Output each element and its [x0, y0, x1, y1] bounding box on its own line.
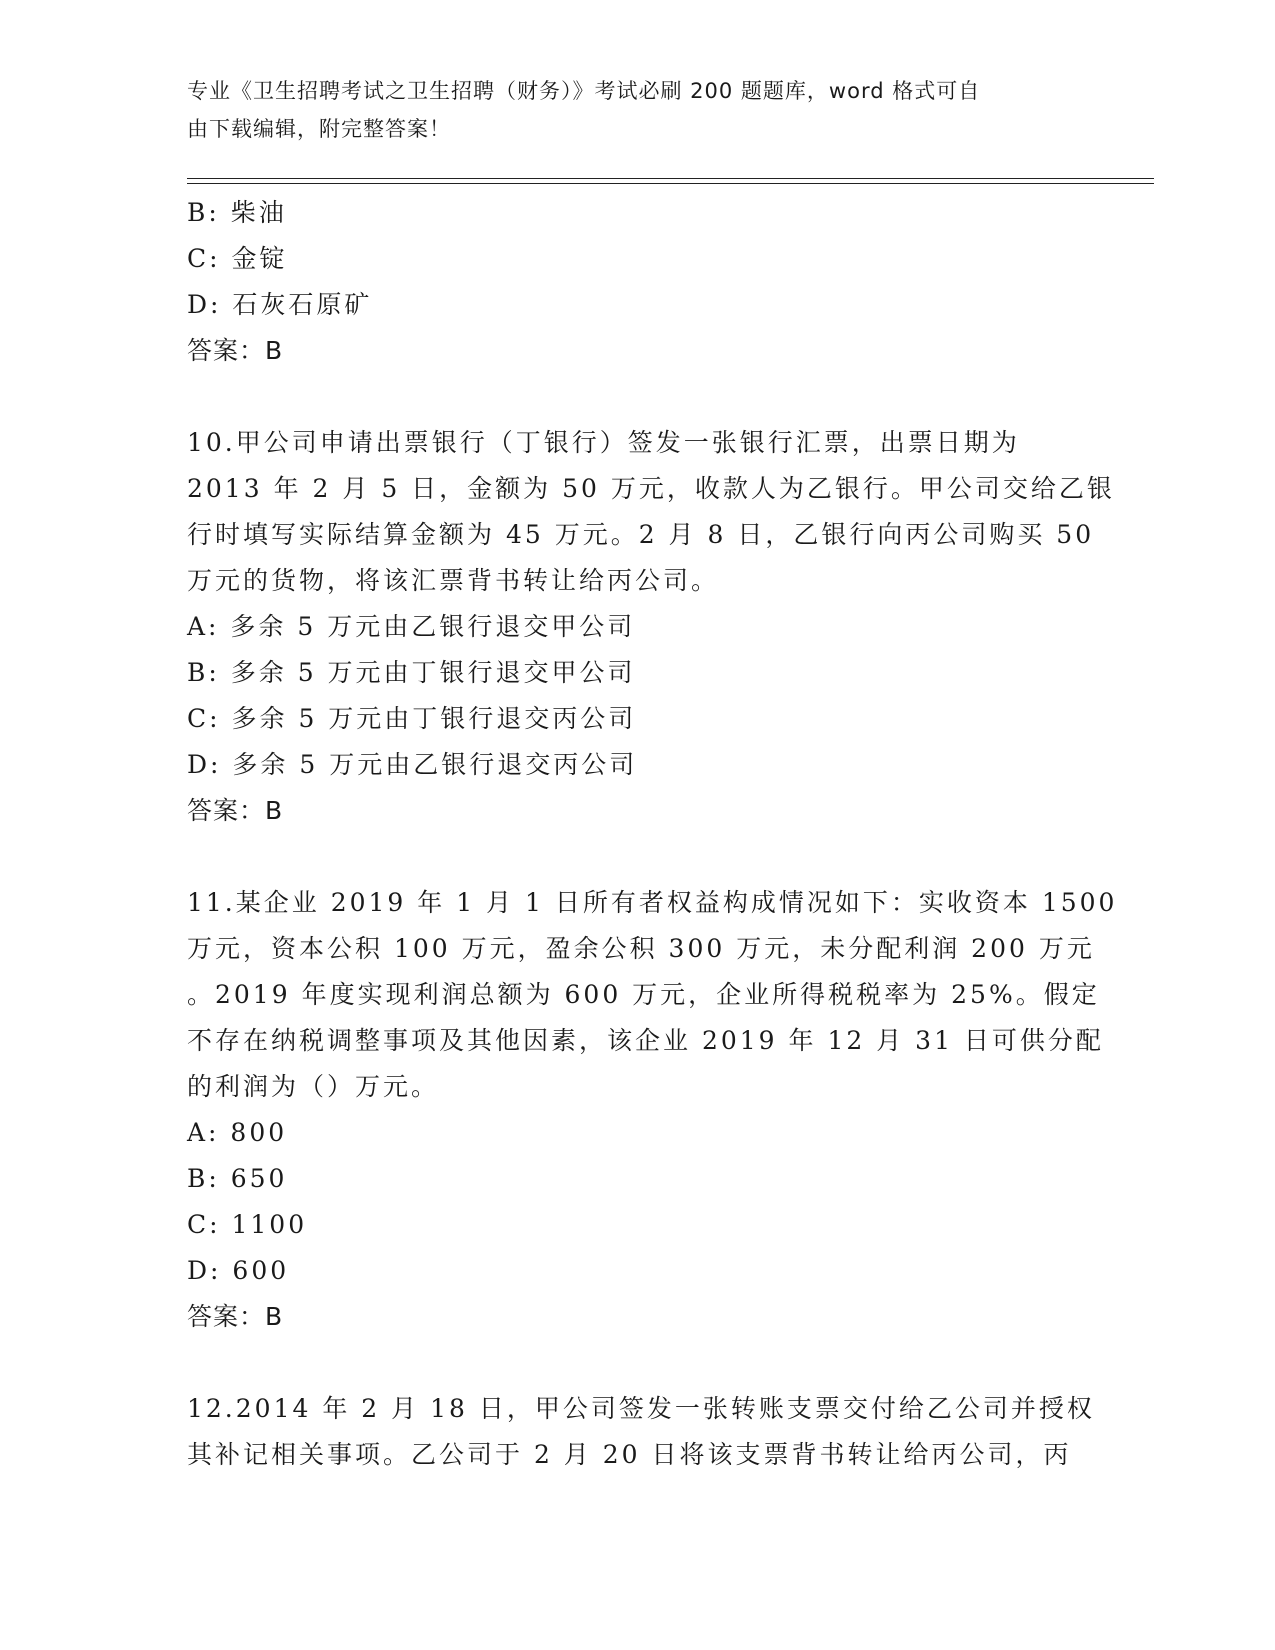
question-stem-line: 万元，资本公积 100 万元，盈余公积 300 万元，未分配利润 200 万元 — [187, 934, 1095, 963]
answer-line: 答案：B — [187, 1302, 284, 1331]
page-header — [187, 72, 1067, 148]
question-stem-line: 10.甲公司申请出票银行（丁银行）签发一张银行汇票，出票日期为 — [187, 428, 1020, 457]
question-stem-line: 其补记相关事项。乙公司于 2 月 20 日将该支票背书转让给丙公司，丙 — [187, 1440, 1072, 1469]
question-9 — [187, 190, 1087, 374]
header-divider-bottom — [187, 183, 1154, 184]
header-line-2: 由下载编辑，附完整答案！ — [187, 117, 451, 141]
answer-line: 答案：B — [187, 336, 284, 365]
option-c: C: 1100 — [187, 1210, 308, 1239]
question-stem-line: 不存在纳税调整事项及其他因素，该企业 2019 年 12 月 31 日可供分配 — [187, 1026, 1104, 1055]
header-line-1: 专业《卫生招聘考试之卫生招聘（财务）》考试必刷 200 题题库，word 格式可自 — [187, 79, 981, 103]
question-stem-line: 的利润为（）万元。 — [187, 1072, 440, 1101]
question-stem-line: 万元的货物，将该汇票背书转让给丙公司。 — [187, 566, 720, 595]
option-a: A: 800 — [187, 1118, 288, 1147]
question-stem-line: 2013 年 2 月 5 日，金额为 50 万元，收款人为乙银行。甲公司交给乙银 — [187, 474, 1115, 503]
question-content — [187, 190, 1118, 1478]
header-divider-top — [187, 178, 1154, 179]
question-12 — [187, 1386, 1095, 1478]
question-stem-line: 12.2014 年 2 月 18 日，甲公司签发一张转账支票交付给乙公司并授权 — [187, 1394, 1095, 1423]
option-d: D: 多余 5 万元由乙银行退交丙公司 — [187, 750, 638, 779]
option-b: B: 柴油 — [187, 198, 287, 227]
question-stem-line: 11.某企业 2019 年 1 月 1 日所有者权益构成情况如下：实收资本 1500 — [187, 888, 1118, 917]
option-c: C: 多余 5 万元由丁银行退交丙公司 — [187, 704, 637, 733]
question-stem-line: 。2019 年度实现利润总额为 600 万元，企业所得税税率为 25%。假定 — [187, 980, 1100, 1009]
answer-line: 答案：B — [187, 796, 284, 825]
spacer — [187, 834, 1087, 880]
option-b: B: 650 — [187, 1164, 288, 1193]
question-stem-line: 行时填写实际结算金额为 45 万元。2 月 8 日，乙银行向丙公司购买 50 — [187, 520, 1095, 549]
question-10 — [187, 420, 1115, 834]
spacer — [187, 1340, 1087, 1386]
option-d: D: 石灰石原矿 — [187, 290, 373, 319]
question-11 — [187, 880, 1118, 1340]
option-c: C: 金锭 — [187, 244, 288, 273]
spacer — [187, 374, 1087, 420]
option-a: A: 多余 5 万元由乙银行退交甲公司 — [187, 612, 636, 641]
option-d: D: 600 — [187, 1256, 290, 1285]
option-b: B: 多余 5 万元由丁银行退交甲公司 — [187, 658, 636, 687]
